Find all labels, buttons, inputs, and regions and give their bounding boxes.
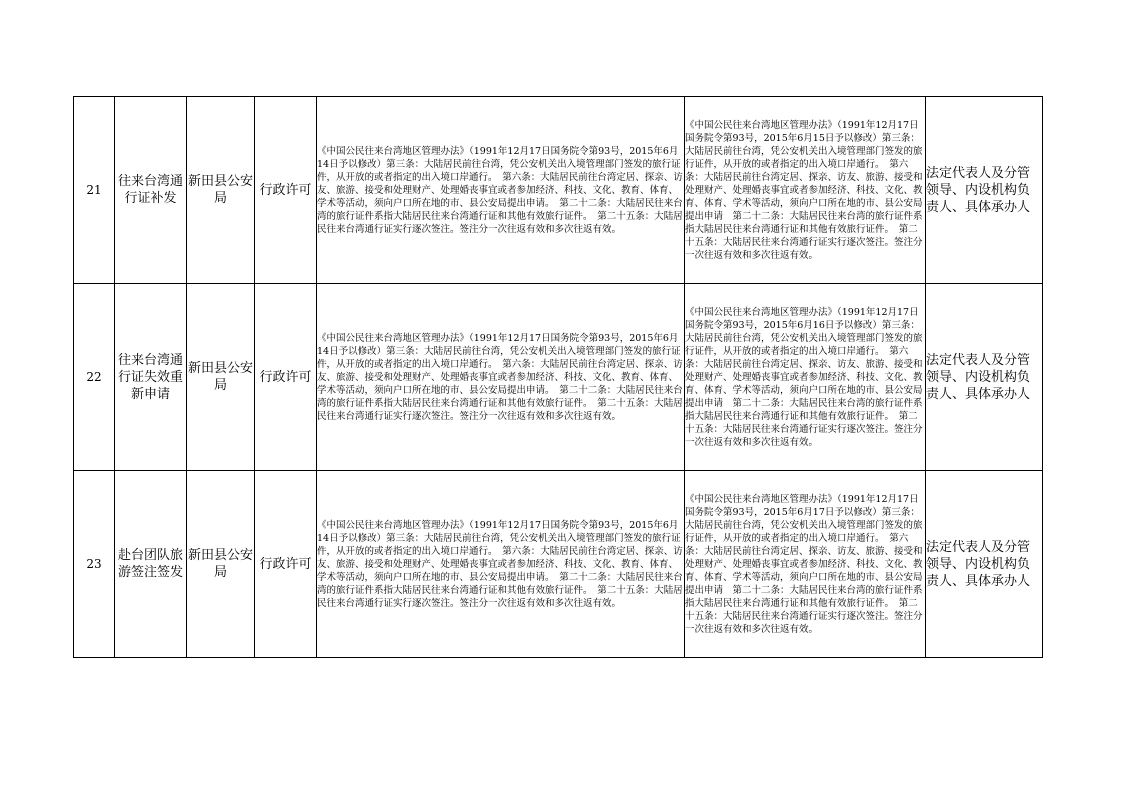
legal-basis-detail-text: 《中国公民往来台湾地区管理办法》（1991年12月17日国务院令第93号，2015年6月16日予以修改）第三条：大陆居民前往台湾，凭公安机关出入境管理部门签发的旅行证件，从开放的或者指定的出入境口岸通行。 第六条：大陆居民前往台湾定居、探亲、访友、旅游、接受和处理财产、处理婚丧事宜或者参加经济、科技、文化、教育、体育、学术等活动，须向户口所在地的市、县公安局提出申请 第二十二条：大陆居民往来台湾的旅行证件系指大陆居民往来台湾通行证和其他有效旅行证件。 第二十五条：大陆居民往来台湾通行证实行逐次签注。签注分一次往返有效和多次往返有效。: [685, 307, 923, 448]
item-name: 赴台团队旅游签注签发: [115, 471, 187, 658]
item-type: 行政许可: [255, 471, 317, 658]
responsible-party: 法定代表人及分管领导、内设机构负责人、具体承办人: [926, 284, 1043, 471]
table-row: [74, 97, 1043, 284]
item-name: 往来台湾通行证失效重新申请: [115, 284, 187, 471]
table-row: [74, 284, 1043, 471]
responsible-party: 法定代表人及分管领导、内设机构负责人、具体承办人: [926, 471, 1043, 658]
legal-basis: 《中国公民往来台湾地区管理办法》（1991年12月17日国务院令第93号，2015年6月14日予以修改）第三条：大陆居民前往台湾，凭公安机关出入境管理部门签发的旅行证件，从开放的或者指定的出入境口岸通行。 第六条：大陆居民前往台湾定居、探亲、访友、旅游、接受和处理财产、处理婚丧事宜或者参加经济、科技、文化、教育、体育、学术等活动，须向户口所在地的市、县公安局提出申请。 第二十二条：大陆居民往来台湾的旅行证件系指大陆居民往来台湾通行证和其他有效旅行证件。 第二十五条：大陆居民往来台湾通行证实行逐次签注。签注分一次往返有效和多次往返有效。: [317, 97, 685, 284]
row-number: 22: [74, 284, 115, 471]
table-row: [74, 471, 1043, 658]
power-list-table: [73, 96, 1043, 658]
department: 新田县公安局: [187, 471, 255, 658]
item-type: 行政许可: [255, 284, 317, 471]
item-type: 行政许可: [255, 97, 317, 284]
legal-basis-detail-text: 《中国公民往来台湾地区管理办法》（1991年12月17日国务院令第93号，2015年6月15日予以修改）第三条：大陆居民前往台湾，凭公安机关出入境管理部门签发的旅行证件，从开放的或者指定的出入境口岸通行。 第六条：大陆居民前往台湾定居、探亲、访友、旅游、接受和处理财产、处理婚丧事宜或者参加经济、科技、文化、教育、体育、学术等活动，须向户口所在地的市、县公安局提出申请 第二十二条：大陆居民往来台湾的旅行证件系指大陆居民往来台湾通行证和其他有效旅行证件。 第二十五条：大陆居民往来台湾通行证实行逐次签注。签注分一次往返有效和多次往返有效。: [685, 120, 923, 261]
item-name: 往来台湾通行证补发: [115, 97, 187, 284]
row-number: 21: [74, 97, 115, 284]
legal-basis: 《中国公民往来台湾地区管理办法》（1991年12月17日国务院令第93号，2015年6月14日予以修改）第三条：大陆居民前往台湾，凭公安机关出入境管理部门签发的旅行证件，从开放的或者指定的出入境口岸通行。 第六条：大陆居民前往台湾定居、探亲、访友、旅游、接受和处理财产、处理婚丧事宜或者参加经济、科技、文化、教育、体育、学术等活动，须向户口所在地的市、县公安局提出申请。 第二十二条：大陆居民往来台湾的旅行证件系指大陆居民往来台湾通行证和其他有效旅行证件。 第二十五条：大陆居民往来台湾通行证实行逐次签注。签注分一次往返有效和多次往返有效。: [317, 471, 685, 658]
department: 新田县公安局: [187, 284, 255, 471]
row-number: 23: [74, 471, 115, 658]
legal-basis: 《中国公民往来台湾地区管理办法》（1991年12月17日国务院令第93号，2015年6月14日予以修改）第三条：大陆居民前往台湾，凭公安机关出入境管理部门签发的旅行证件，从开放的或者指定的出入境口岸通行。 第六条：大陆居民前往台湾定居、探亲、访友、旅游、接受和处理财产、处理婚丧事宜或者参加经济、科技、文化、教育、体育、学术等活动，须向户口所在地的市、县公安局提出申请。 第二十二条：大陆居民往来台湾的旅行证件系指大陆居民往来台湾通行证和其他有效旅行证件。 第二十五条：大陆居民往来台湾通行证实行逐次签注。签注分一次往返有效和多次往返有效。: [317, 284, 685, 471]
legal-basis-detail-text: 《中国公民往来台湾地区管理办法》（1991年12月17日国务院令第93号，2015年6月17日予以修改）第三条：大陆居民前往台湾，凭公安机关出入境管理部门签发的旅行证件，从开放的或者指定的出入境口岸通行。 第六条：大陆居民前往台湾定居、探亲、访友、旅游、接受和处理财产、处理婚丧事宜或者参加经济、科技、文化、教育、体育、学术等活动，须向户口所在地的市、县公安局提出申请 第二十二条：大陆居民往来台湾的旅行证件系指大陆居民往来台湾通行证和其他有效旅行证件。 第二十五条：大陆居民往来台湾通行证实行逐次签注。签注分一次往返有效和多次往返有效。: [685, 494, 923, 635]
legal-basis-detail: [685, 97, 926, 284]
legal-basis-detail: [685, 471, 926, 658]
responsible-party: 法定代表人及分管领导、内设机构负责人、具体承办人: [926, 97, 1043, 284]
legal-basis-detail: [685, 284, 926, 471]
department: 新田县公安局: [187, 97, 255, 284]
